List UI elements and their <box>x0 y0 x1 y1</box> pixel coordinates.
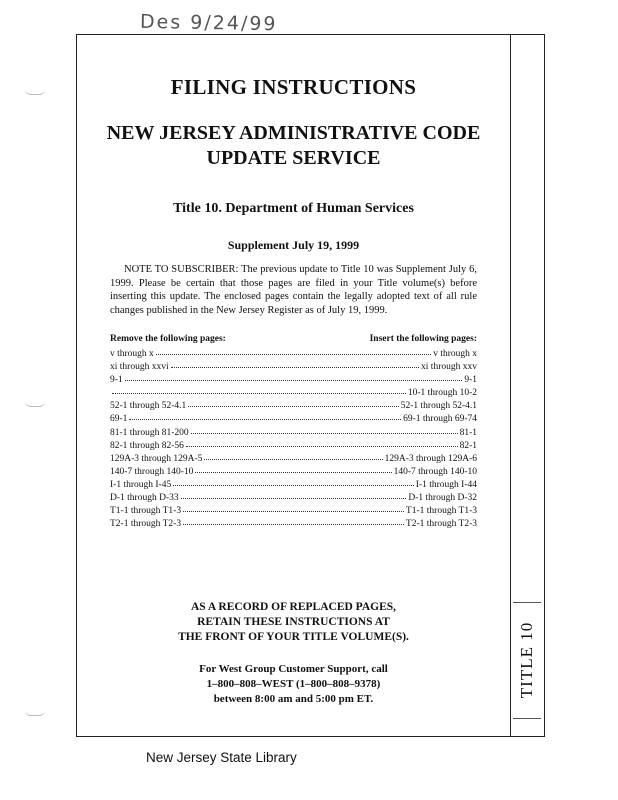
side-tab-label: TITLE 10 <box>517 621 536 699</box>
list-item <box>110 399 477 412</box>
insert-pages: 69-1 through 69-74 <box>403 414 477 425</box>
dot-leader <box>125 373 463 381</box>
insert-pages-header: Insert the following pages: <box>369 334 477 344</box>
remove-pages: 52-1 through 52-4.1 <box>110 401 187 412</box>
insert-pages: 82-1 <box>459 440 477 451</box>
insert-pages: D-1 through D-32 <box>408 493 477 504</box>
dot-leader <box>188 399 398 407</box>
dot-leader <box>171 360 419 368</box>
remove-pages: T1-1 through T1-3 <box>110 506 182 517</box>
dot-leader <box>183 517 404 525</box>
customer-support-notice <box>77 662 510 707</box>
margin-mark <box>25 398 45 407</box>
remove-pages: v through x <box>110 349 154 359</box>
margin-mark <box>25 86 45 95</box>
insert-pages: 10-1 through 10-2 <box>407 388 477 399</box>
insert-pages: xi through xxv <box>421 362 477 373</box>
remove-pages: 140-7 through 140-10 <box>110 466 194 477</box>
dot-leader <box>181 491 407 499</box>
insert-pages: 140-7 through 140-10 <box>393 466 477 477</box>
dot-leader <box>183 504 404 512</box>
remove-pages: 81-1 through 81-200 <box>110 427 189 438</box>
dot-leader <box>195 465 391 473</box>
insert-pages: 52-1 through 52-4.1 <box>400 401 477 412</box>
dot-leader <box>186 439 458 447</box>
page-changes-list <box>110 347 477 530</box>
support-hours: between 8:00 am and 5:00 pm ET. <box>213 693 374 705</box>
list-item <box>110 426 477 439</box>
insert-pages: 81-1 <box>459 427 477 438</box>
supplement-date: Supplement July 19, 1999 <box>227 238 360 252</box>
list-item <box>110 478 477 491</box>
support-phone: 1–800–808–WEST (1–800–808–9378) <box>206 678 381 690</box>
code-title-line: NEW JERSEY ADMINISTRATIVE CODE <box>106 122 481 144</box>
list-item <box>110 465 477 478</box>
list-item <box>110 491 477 504</box>
list-item <box>110 360 477 373</box>
tab-divider <box>513 718 541 719</box>
record-notice-line: THE FRONT OF YOUR TITLE VOLUME(S). <box>178 630 409 643</box>
record-notice-line: RETAIN THESE INSTRUCTIONS AT <box>197 615 390 628</box>
department-title: Title 10. Department of Human Services <box>173 201 414 216</box>
remove-pages: 82-1 through 82-56 <box>110 440 184 451</box>
handwritten-note: Des 9/24/99 <box>139 10 278 36</box>
list-item <box>110 452 477 465</box>
code-title <box>77 121 510 171</box>
subscriber-note: NOTE TO SUBSCRIBER: The previous update to Title 10 was Supplement July 6, 1999. Please be certain that those pages are filed in your Title volume(s) before inserting this update. The enclosed pages contain the legally adopted text of all rule changes published in the New Jersey Register as of July 19, 1999. <box>110 264 477 316</box>
list-item <box>110 517 477 530</box>
remove-pages: T2-1 through T2-3 <box>110 519 182 530</box>
insert-pages: 9-1 <box>464 375 477 386</box>
list-item <box>110 439 477 452</box>
page-title: FILING INSTRUCTIONS <box>170 75 417 99</box>
tab-divider <box>513 602 541 603</box>
record-notice-line: AS A RECORD OF REPLACED PAGES, <box>190 601 397 613</box>
margin-mark <box>25 707 45 716</box>
list-item <box>110 386 477 399</box>
code-title-line: UPDATE SERVICE <box>206 147 381 169</box>
insert-pages: I-1 through I-44 <box>415 479 477 490</box>
support-line: For West Group Customer Support, call <box>199 663 388 675</box>
dot-leader <box>112 386 406 394</box>
list-item <box>110 373 477 386</box>
record-notice <box>77 600 510 644</box>
remove-pages: D-1 through D-33 <box>110 493 179 504</box>
list-item <box>110 504 477 517</box>
dot-leader <box>129 412 401 420</box>
remove-pages: 9-1 <box>110 375 123 386</box>
insert-pages: v through x <box>433 349 477 359</box>
list-item <box>110 412 477 425</box>
dot-leader <box>156 347 431 355</box>
remove-pages-header: Remove the following pages: <box>110 334 226 344</box>
dot-leader <box>173 478 414 486</box>
library-stamp: New Jersey State Library <box>146 750 297 765</box>
insert-pages: 129A-3 through 129A-6 <box>384 453 477 464</box>
dot-leader <box>204 452 382 460</box>
list-item <box>110 347 477 360</box>
remove-pages: 129A-3 through 129A-5 <box>110 453 203 464</box>
insert-pages: T2-1 through T2-3 <box>405 519 477 530</box>
insert-pages: T1-1 through T1-3 <box>405 506 477 517</box>
remove-pages: I-1 through I-45 <box>110 479 172 490</box>
dot-leader <box>191 426 458 434</box>
remove-pages: 69-1 <box>110 414 128 425</box>
remove-pages: xi through xxvi <box>110 362 169 373</box>
